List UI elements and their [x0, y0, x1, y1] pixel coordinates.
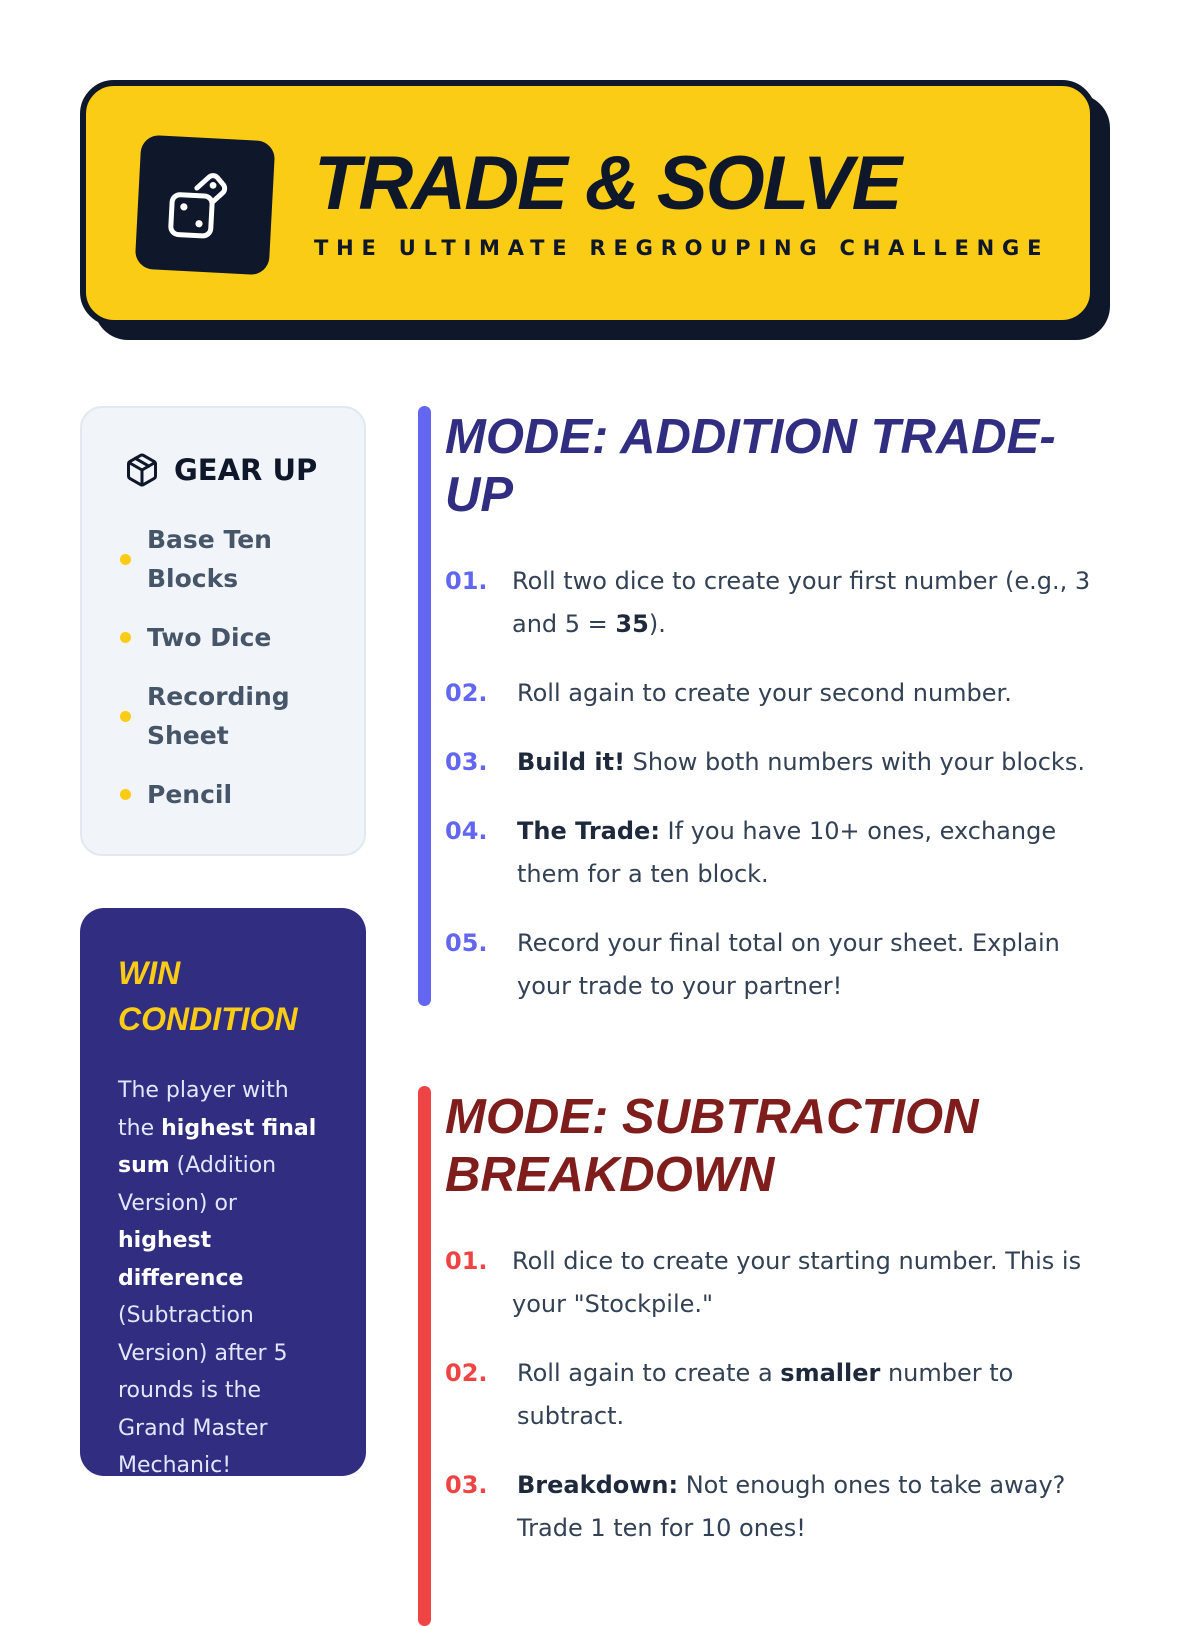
- step-body: If you have 10+ ones, exchange them for a ten block.: [517, 817, 1057, 888]
- gear-card: [80, 406, 366, 856]
- gear-item: [120, 520, 340, 598]
- addition-steps: [445, 560, 1105, 1034]
- gear-list: [120, 520, 340, 834]
- gear-item-label: Pencil: [147, 780, 233, 809]
- subtraction-mode-title: MODE: SUBTRACTION BREAKDOWN: [445, 1090, 979, 1202]
- bullet-dot: [120, 789, 131, 800]
- step-body: Roll again to create your second number.: [517, 679, 1012, 707]
- step-body: Roll again to create a: [517, 1359, 781, 1387]
- step-strong: 35: [615, 610, 649, 638]
- step-number: 03.: [445, 1471, 488, 1499]
- addition-mode-title: MODE: ADDITION TRADE-UP: [445, 410, 1056, 522]
- win-highlight-difference: highest difference: [118, 1228, 244, 1291]
- win-text: [118, 1072, 328, 1485]
- cube-icon: [124, 452, 160, 488]
- subtraction-steps: [445, 1240, 1105, 1576]
- step-item: [445, 560, 1105, 646]
- gear-item-label: Two Dice: [147, 623, 272, 652]
- step-number: 01.: [445, 567, 488, 595]
- gear-item-label: Base Ten Blocks: [147, 525, 272, 593]
- step-number: 04.: [445, 817, 488, 845]
- step-item: [445, 672, 1105, 715]
- step-number: 01.: [445, 1247, 488, 1275]
- gear-header: [124, 452, 317, 488]
- bullet-dot: [120, 554, 131, 565]
- page-subtitle: THE ULTIMATE REGROUPING CHALLENGE: [314, 236, 1050, 260]
- step-text: [517, 672, 1012, 715]
- step-number: 03.: [445, 748, 488, 776]
- win-text-part: (Subtraction Version) after 5 rounds is the Grand Master Mechanic!: [118, 1303, 288, 1478]
- bullet-dot: [120, 711, 131, 722]
- step-text: [512, 560, 1105, 646]
- addition-mode-section: [418, 406, 1118, 1006]
- step-item: [445, 1352, 1105, 1438]
- win-text-part: The player with the: [118, 1078, 289, 1141]
- step-text: [517, 810, 1105, 896]
- step-tail: number to subtract.: [517, 1359, 1014, 1430]
- page-title: TRADE & SOLVE: [314, 141, 901, 226]
- step-text: [517, 741, 1085, 784]
- dice-icon: [164, 164, 246, 246]
- step-strong: smaller: [780, 1359, 881, 1387]
- step-item: [445, 741, 1105, 784]
- step-lead: The Trade:: [517, 817, 660, 845]
- step-item: [445, 922, 1105, 1008]
- step-body: Not enough ones to take away? Trade 1 ten for 10 ones!: [517, 1471, 1066, 1542]
- addition-accent-bar: [418, 406, 431, 1006]
- step-item: [445, 1464, 1105, 1550]
- step-text: [512, 1240, 1105, 1326]
- step-tail: ).: [648, 610, 666, 638]
- gear-title: GEAR UP: [174, 453, 318, 487]
- banner-panel: [80, 80, 1096, 326]
- gear-item: [120, 618, 340, 657]
- step-body: Show both numbers with your blocks.: [625, 748, 1085, 776]
- step-number: 05.: [445, 929, 488, 957]
- step-lead: Build it!: [517, 748, 626, 776]
- win-text-part: (Addition Version) or: [118, 1153, 277, 1216]
- step-text: [517, 1352, 1105, 1438]
- step-item: [445, 1240, 1105, 1326]
- win-highlight-sum: highest final sum: [118, 1115, 317, 1178]
- subtraction-accent-bar: [418, 1086, 431, 1626]
- header-banner: [80, 80, 1110, 340]
- step-body: Roll two dice to create your first number (e.g., 3 and 5 =: [512, 567, 1091, 638]
- logo-badge: [135, 135, 276, 276]
- step-body: Record your final total on your sheet. Explain your trade to your partner!: [517, 929, 1060, 1000]
- step-number: 02.: [445, 1359, 488, 1387]
- win-condition-card: [80, 908, 366, 1476]
- gear-item: [120, 677, 340, 755]
- step-text: [517, 922, 1105, 1008]
- step-number: 02.: [445, 679, 488, 707]
- gear-item-label: Recording Sheet: [147, 682, 290, 750]
- gear-item: [120, 775, 340, 814]
- step-body: Roll dice to create your starting number. This is your "Stockpile.": [512, 1247, 1082, 1318]
- subtraction-mode-section: [418, 1086, 1118, 1626]
- bullet-dot: [120, 632, 131, 643]
- step-item: [445, 810, 1105, 896]
- win-title: WIN CONDITION: [118, 955, 298, 1037]
- step-text: [517, 1464, 1105, 1550]
- step-lead: Breakdown:: [517, 1471, 679, 1499]
